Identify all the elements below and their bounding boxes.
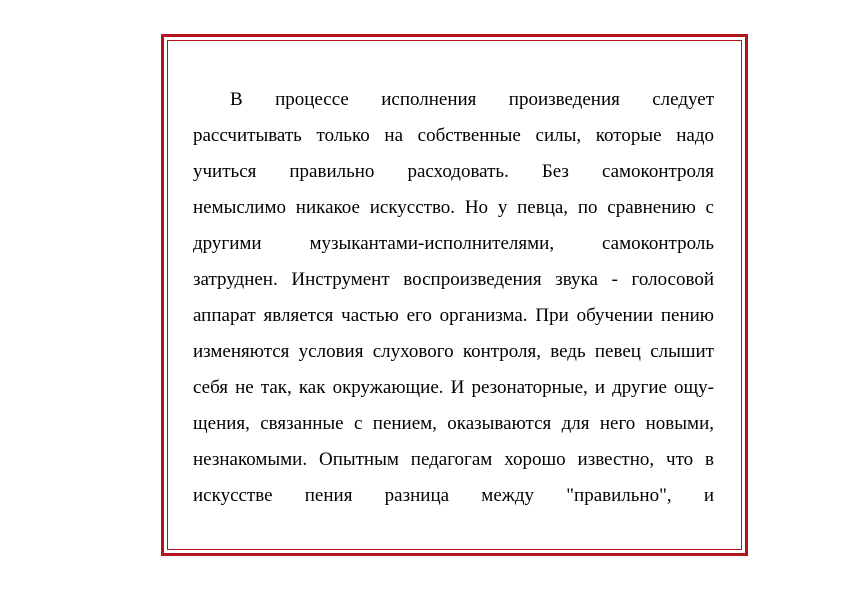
text-line: рассчитывать только на собственные силы, которые надо bbox=[193, 125, 714, 146]
text-line: искусстве пения разница между "правильно", и bbox=[193, 485, 714, 506]
text-line: немыслимо никакое искусство. Но у певца, по сравнению с bbox=[193, 197, 714, 218]
text-line: щения, связанные с пением, оказываются для него новыми, bbox=[193, 413, 714, 434]
text-line: изменяются условия слухового контроля, ведь певец слышит bbox=[193, 341, 714, 362]
text-line: другими музыкантами-исполнителями, самоконтроль bbox=[193, 233, 714, 254]
paragraph bbox=[193, 82, 714, 514]
text-line: В процессе исполнения произведения следует bbox=[230, 89, 714, 110]
text-line: себя не так, как окружающие. И резонаторные, и другие ощу- bbox=[193, 377, 714, 398]
text-line: аппарат является частью его организма. При обучении пению bbox=[193, 305, 714, 326]
text-line: учиться правильно расходовать. Без самоконтроля bbox=[193, 161, 714, 182]
text-line: затруднен. Инструмент воспроизведения звука - голосовой bbox=[193, 269, 714, 290]
text-line: незнакомыми. Опытным педагогам хорошо известно, что в bbox=[193, 449, 714, 470]
